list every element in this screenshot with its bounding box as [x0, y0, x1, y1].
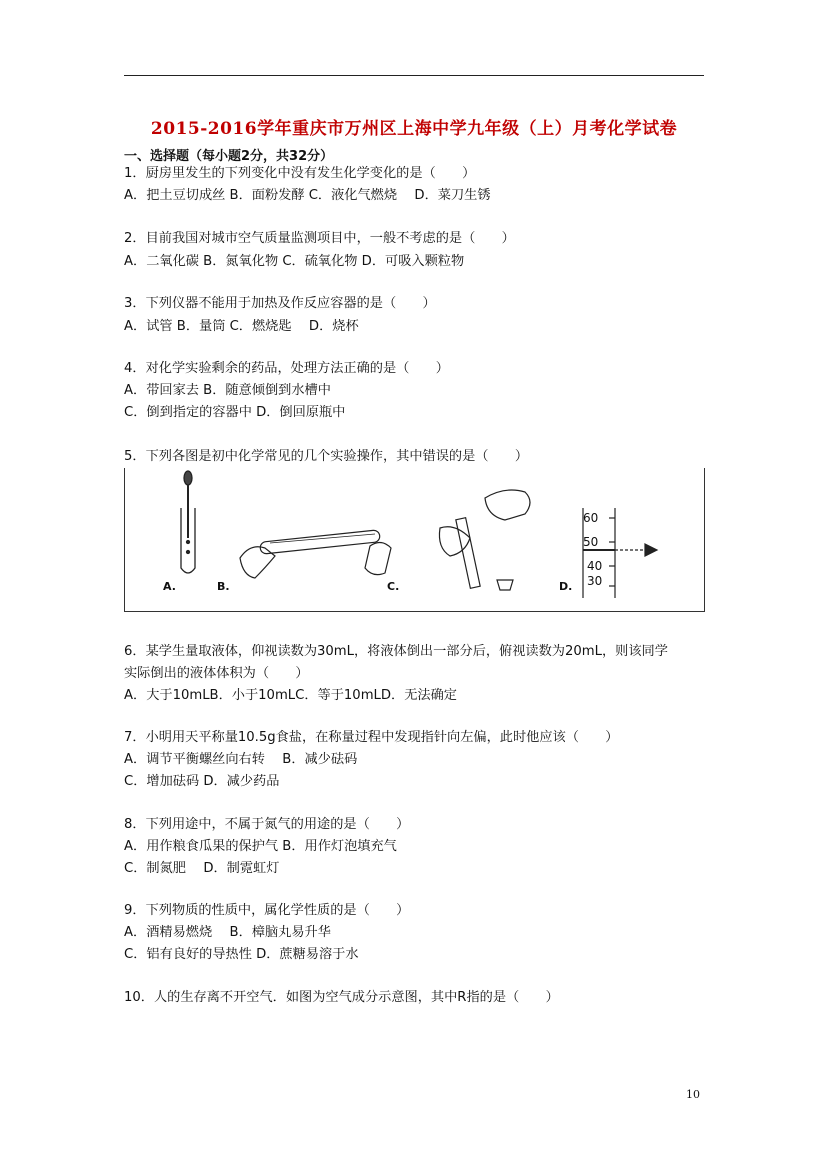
page-number: 10 — [686, 1088, 700, 1101]
question-8-options-cd: C．制氮肥 D．制霓虹灯 — [124, 861, 280, 876]
question-4: 4．对化学实验剩余的药品，处理方法正确的是（ ） — [124, 361, 449, 376]
question-10: 10．人的生存离不开空气．如图为空气成分示意图，其中R指的是（ ） — [124, 990, 559, 1005]
question-4-options-cd: C．倒到指定的容器中 D．倒回原瓶中 — [124, 405, 346, 420]
pouring-liquid-image — [439, 490, 530, 590]
question-7: 7．小明用天平称量10.5g食盐，在称量过程中发现指针向左偏，此时他应该（ ） — [124, 730, 619, 745]
question-9: 9．下列物质的性质中，属化学性质的是（ ） — [124, 903, 410, 918]
question-2-options: A．二氧化碳 B．氮氧化物 C．硫氧化物 D．可吸入颗粒物 — [124, 254, 465, 269]
dropper-in-tube-image — [181, 471, 195, 573]
header-rule — [124, 75, 704, 76]
figure-label-c: C. — [387, 580, 400, 593]
question-9-options-cd: C．铝有良好的导热性 D．蔗糖易溶于水 — [124, 947, 359, 962]
question-8: 8．下列用途中，不属于氮气的用途的是（ ） — [124, 817, 410, 832]
scale-label-60: 60 — [583, 511, 599, 525]
lab-operations-figure — [124, 468, 705, 612]
question-1-options: A．把土豆切成丝 B．面粉发酵 C．液化气燃烧 D．菜刀生锈 — [124, 188, 491, 203]
question-2: 2．目前我国对城市空气质量监测项目中，一般不考虑的是（ ） — [124, 231, 515, 246]
figure-label-d: D. — [559, 580, 573, 593]
question-6: 6．某学生量取液体，仰视读数为30mL，将液体倒出一部分后，俯视读数为20mL，则该同学 — [124, 644, 668, 659]
question-5: 5．下列各图是初中化学常见的几个实验操作，其中错误的是（ ） — [124, 449, 529, 464]
scale-label-40: 40 — [587, 559, 603, 573]
scale-label-50: 50 — [583, 535, 599, 549]
question-3: 3．下列仪器不能用于加热及作反应容器的是（ ） — [124, 296, 436, 311]
scale-label-30: 30 — [587, 574, 603, 588]
question-7-options-ab: A．调节平衡螺丝向右转 B．减少砝码 — [124, 752, 358, 767]
question-1: 1．厨房里发生的下列变化中没有发生化学变化的是（ ） — [124, 166, 476, 181]
question-8-options-ab: A．用作粮食瓜果的保护气 B．用作灯泡填充气 — [124, 839, 397, 854]
question-9-options-ab: A．酒精易燃烧 B．樟脑丸易升华 — [124, 925, 331, 940]
page-title: 2015-2016学年重庆市万州区上海中学九年级（上）月考化学试卷 — [150, 119, 678, 139]
lab-operations-drawing — [125, 468, 704, 611]
question-3-options: A．试管 B．量筒 C．燃烧匙 D．烧杯 — [124, 319, 359, 334]
hands-holding-tube-image — [240, 530, 391, 578]
section-heading: 一、选择题（每小题2分，共32分） — [124, 149, 334, 164]
figure-label-b: B. — [217, 580, 230, 593]
figure-label-a: A. — [163, 580, 176, 593]
question-7-options-cd: C．增加砝码 D．减少药品 — [124, 774, 280, 789]
question-4-options-ab: A．带回家去 B．随意倾倒到水槽中 — [124, 383, 331, 398]
question-6-cont: 实际倒出的液体体积为（ ） — [124, 666, 309, 681]
question-6-options: A．大于10mLB．小于10mLC．等于10mLD．无法确定 — [124, 688, 457, 703]
